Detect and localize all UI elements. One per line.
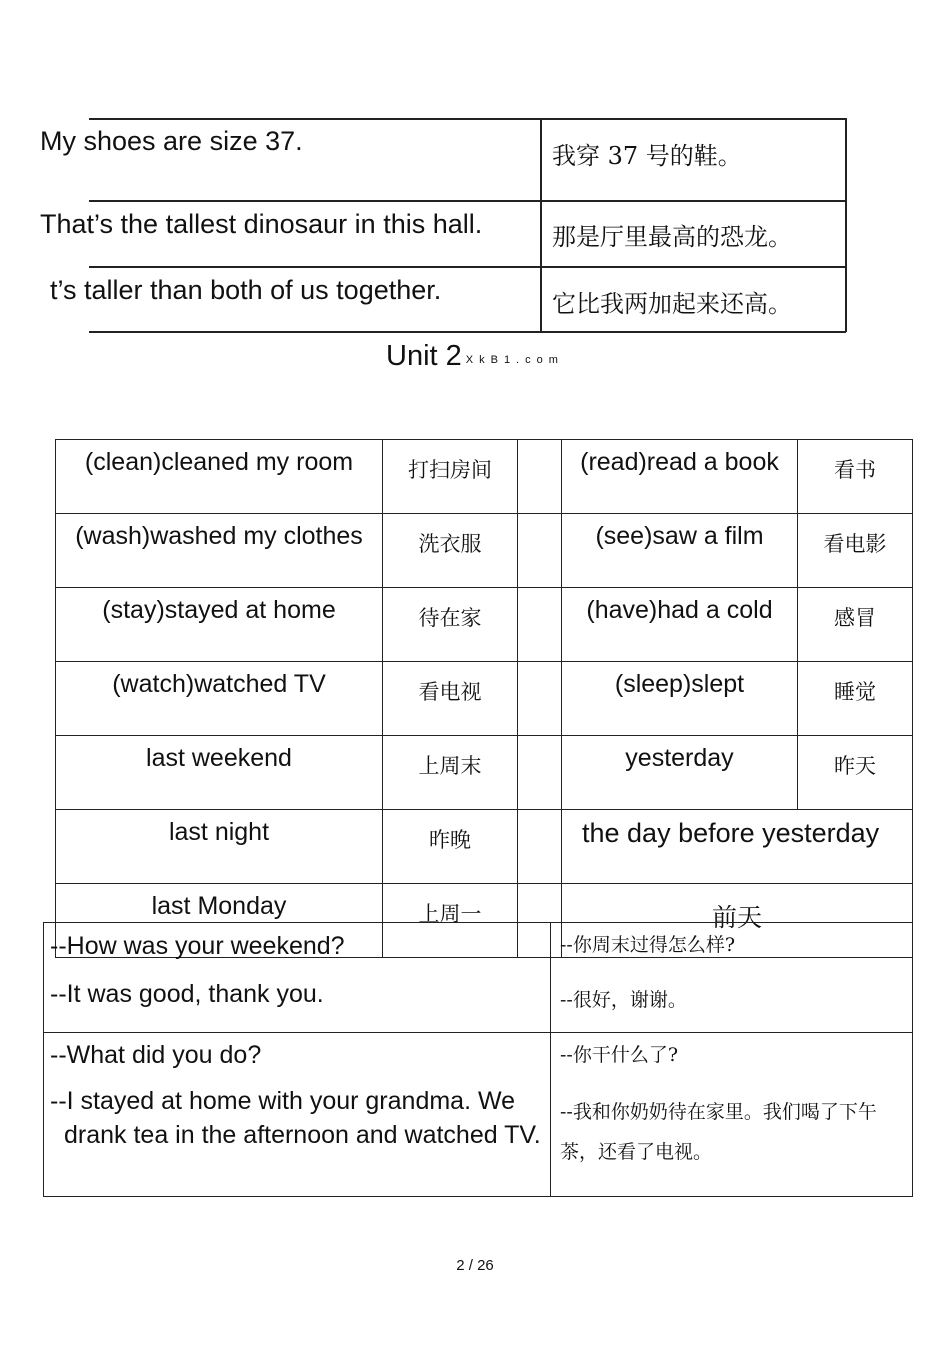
vocab-cn-wide: 前天 bbox=[562, 884, 913, 958]
vocab-cn: 上周末 bbox=[383, 736, 518, 810]
vocab-cn: 上周一 bbox=[383, 884, 518, 958]
vocab-en: (sleep)slept bbox=[562, 662, 798, 736]
sentence-en: t’s taller than both of us together. bbox=[50, 275, 442, 305]
table-row bbox=[44, 1033, 913, 1197]
table-row bbox=[56, 810, 913, 884]
dialogue-en-cell bbox=[44, 1033, 551, 1197]
sentence-cn: 那是厅里最高的恐龙。 bbox=[552, 223, 792, 251]
dialogue-line: --How was your weekend? bbox=[50, 932, 345, 960]
vocab-en: (watch)watched TV bbox=[56, 662, 383, 736]
unit-title: Unit 2 bbox=[386, 340, 462, 372]
vocab-cn: 待在家 bbox=[383, 588, 518, 662]
dialogue-cn-cell bbox=[551, 923, 913, 1033]
table-row bbox=[56, 736, 913, 810]
dialogue-table bbox=[43, 922, 913, 1197]
dialogue-line: --很好，谢谢。 bbox=[560, 989, 687, 1011]
vocab-en: (wash)washed my clothes bbox=[56, 514, 383, 588]
vocab-en: (clean)cleaned my room bbox=[56, 440, 383, 514]
watermark-text: XkB1.com bbox=[465, 354, 564, 366]
vocab-cn: 昨天 bbox=[798, 736, 913, 810]
vocab-en-wide: the day before yesterday bbox=[562, 810, 913, 884]
vocab-en: (stay)stayed at home bbox=[56, 588, 383, 662]
table-row bbox=[56, 662, 913, 736]
vocab-cn: 看书 bbox=[798, 440, 913, 514]
table-rule bbox=[89, 118, 846, 120]
vocab-cn: 看电视 bbox=[383, 662, 518, 736]
vocab-en: (have)had a cold bbox=[562, 588, 798, 662]
sentence-en: That’s the tallest dinosaur in this hall. bbox=[40, 209, 483, 239]
table-rule bbox=[540, 118, 542, 332]
dialogue-line: --你干什么了? bbox=[560, 1044, 679, 1066]
unit-heading bbox=[386, 340, 564, 373]
vocab-en: (see)saw a film bbox=[562, 514, 798, 588]
sentence-cn: 它比我两加起来还高。 bbox=[552, 290, 792, 318]
vocab-cn: 昨晚 bbox=[383, 810, 518, 884]
vocab-en: last night bbox=[56, 810, 383, 884]
vocab-cn: 睡觉 bbox=[798, 662, 913, 736]
dialogue-line: --It was good, thank you. bbox=[50, 980, 324, 1008]
blank-cell bbox=[518, 514, 562, 588]
vocab-en: last weekend bbox=[56, 736, 383, 810]
vocab-cn: 洗衣服 bbox=[383, 514, 518, 588]
dialogue-en-cell bbox=[44, 923, 551, 1033]
blank-cell bbox=[518, 440, 562, 514]
dialogue-line: --我和你奶奶待在家里。我们喝了下午茶，还看了电视。 bbox=[560, 1101, 877, 1163]
vocab-en: yesterday bbox=[562, 736, 798, 810]
table-row bbox=[56, 440, 913, 514]
table-row bbox=[56, 588, 913, 662]
vocab-en: last Monday bbox=[56, 884, 383, 958]
table-rule bbox=[845, 118, 847, 332]
vocab-cn: 打扫房间 bbox=[383, 440, 518, 514]
blank-cell bbox=[518, 736, 562, 810]
sentence-cn: 我穿 37 号的鞋。 bbox=[552, 142, 742, 170]
dialogue-cn-cell bbox=[551, 1033, 913, 1197]
vocab-en: (read)read a book bbox=[562, 440, 798, 514]
table-rule bbox=[89, 200, 846, 202]
page-number: 2 / 26 bbox=[456, 1257, 494, 1274]
dialogue-line: --I stayed at home with your grandma. We drank tea in the afternoon and watched TV. bbox=[50, 1087, 541, 1149]
blank-cell bbox=[518, 662, 562, 736]
vocab-cn: 看电影 bbox=[798, 514, 913, 588]
sentence-table bbox=[0, 0, 950, 340]
table-rule bbox=[89, 331, 846, 333]
table-row bbox=[44, 923, 913, 1033]
vocab-table bbox=[55, 439, 913, 958]
blank-cell bbox=[518, 588, 562, 662]
sentence-en: My shoes are size 37. bbox=[40, 126, 303, 156]
table-rule bbox=[89, 266, 846, 268]
dialogue-line: --What did you do? bbox=[50, 1041, 262, 1069]
dialogue-line: --你周末过得怎么样? bbox=[560, 934, 736, 956]
blank-cell bbox=[518, 810, 562, 884]
vocab-cn: 感冒 bbox=[798, 588, 913, 662]
table-row bbox=[56, 514, 913, 588]
